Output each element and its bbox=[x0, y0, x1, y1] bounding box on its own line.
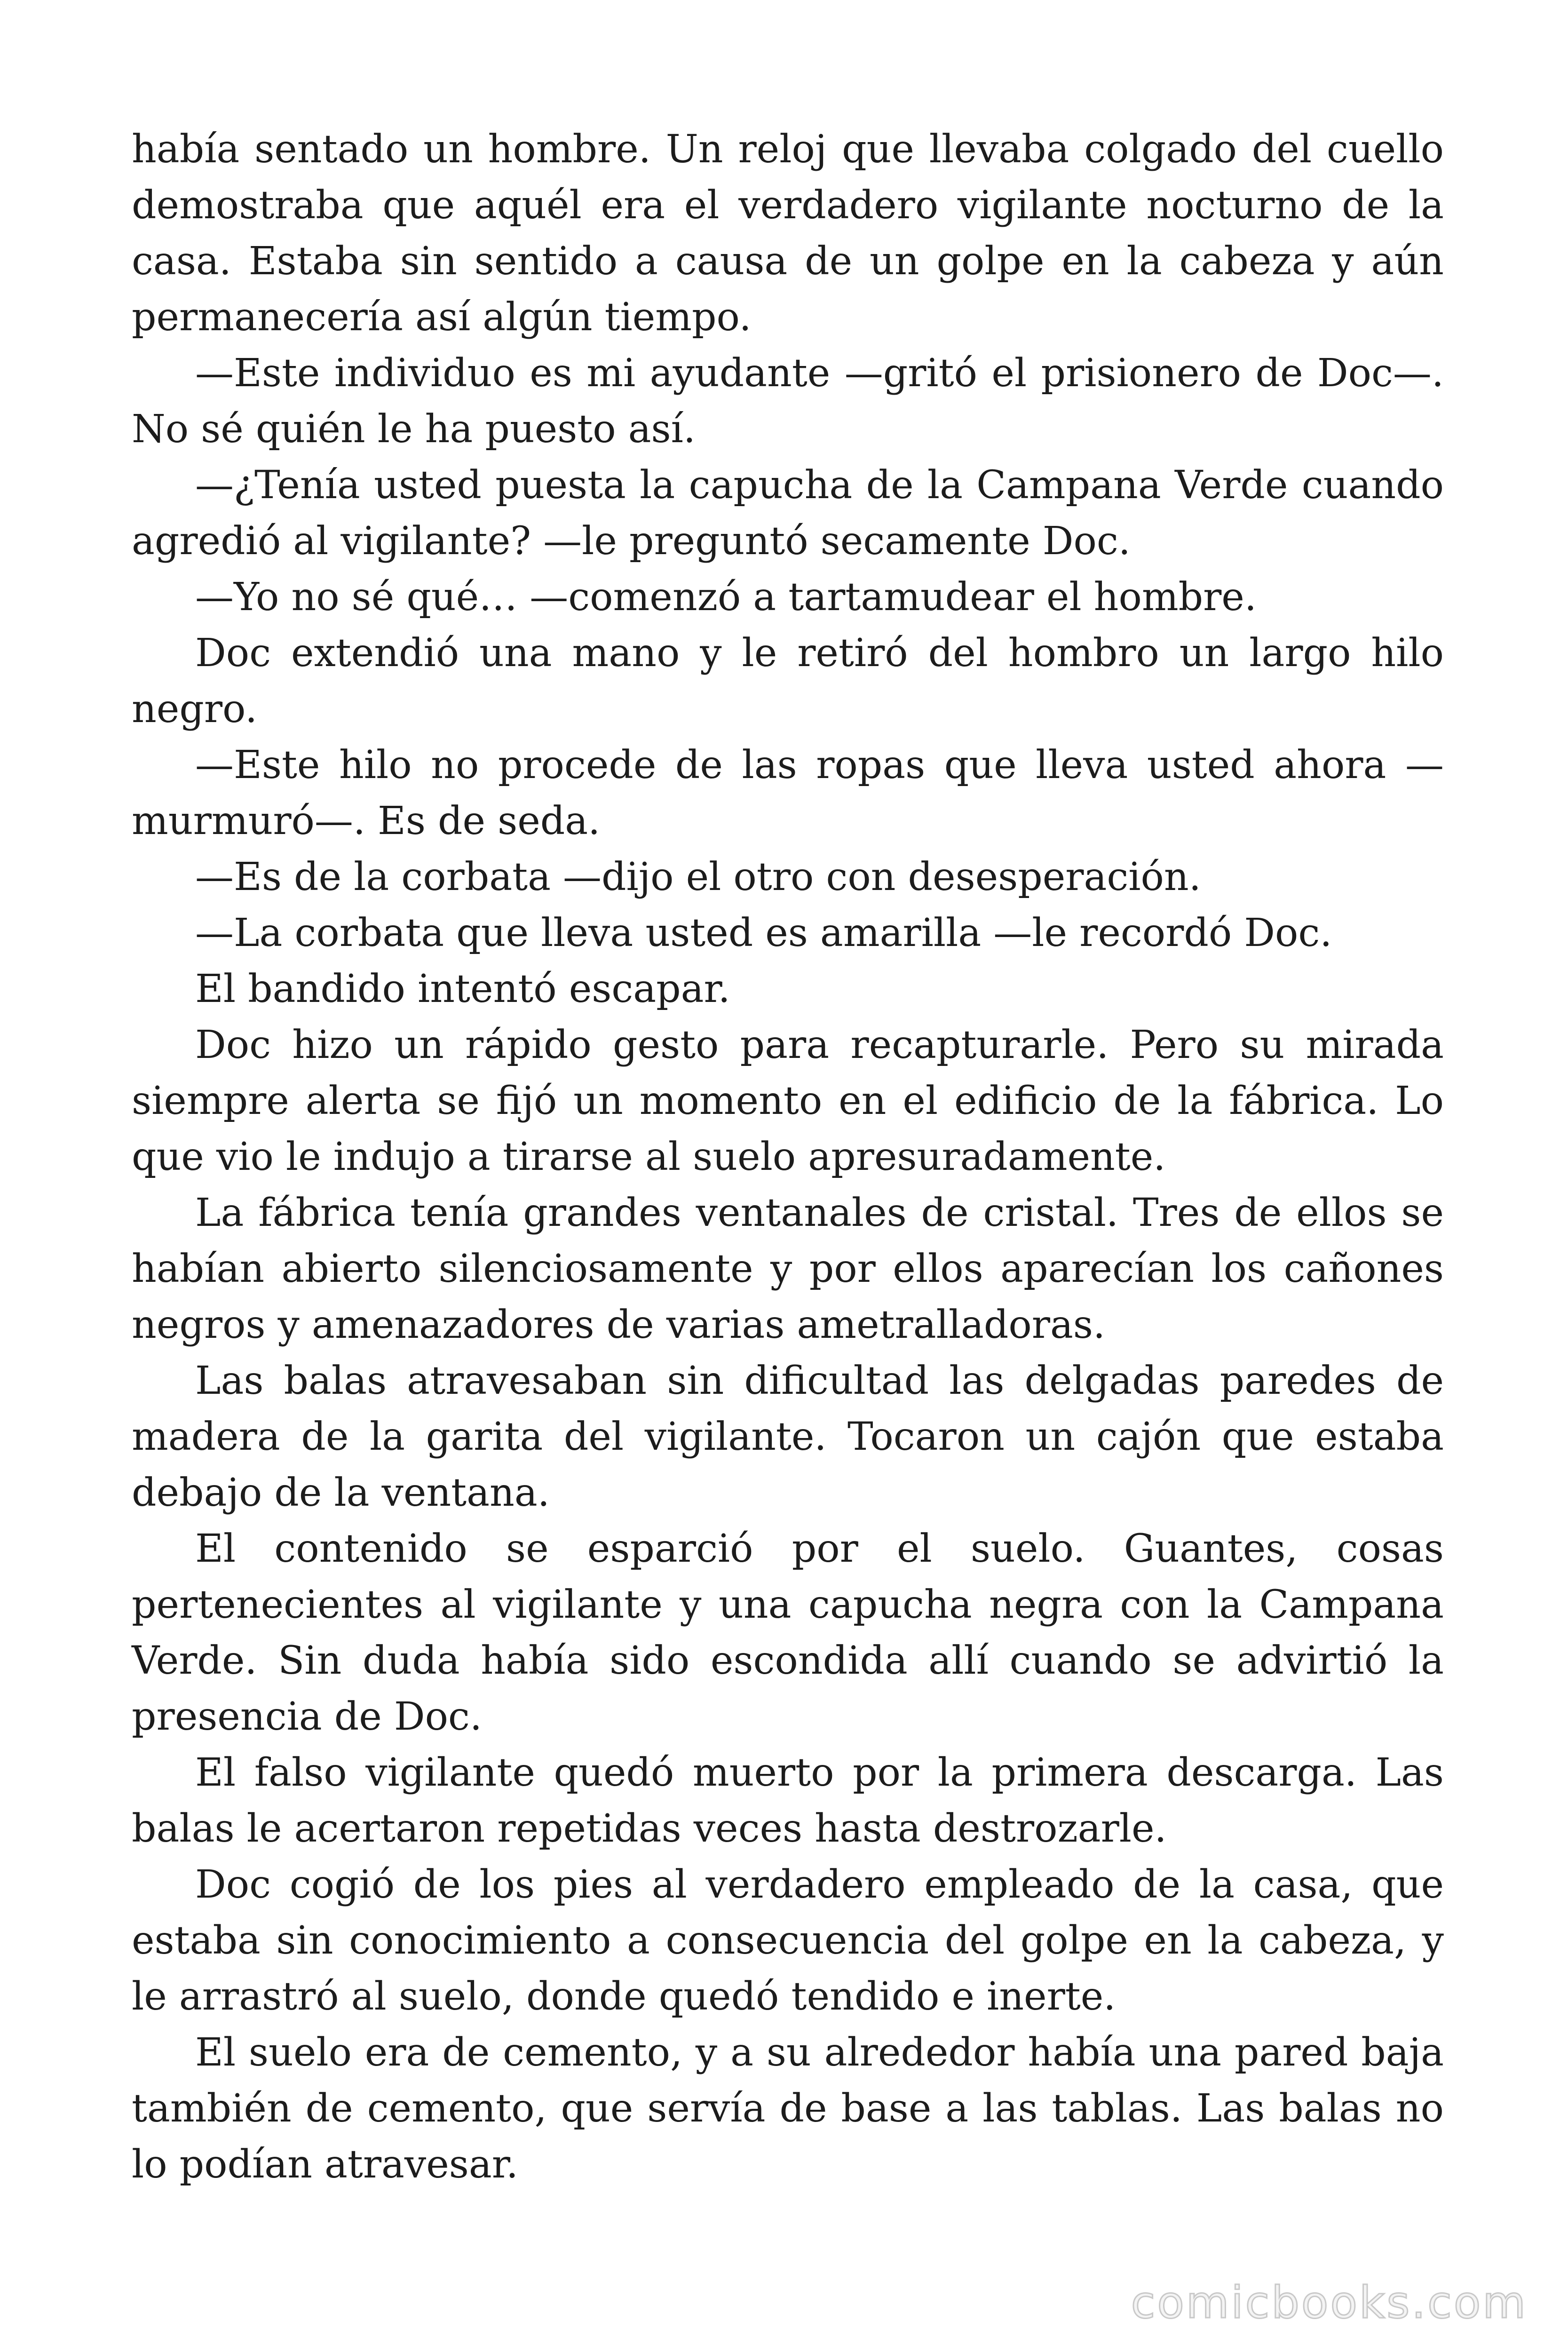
paragraph-4: —Yo no sé qué… —comenzó a tartamudear el hombre. bbox=[195, 575, 1257, 620]
paragraph-2: —Este individuo es mi ayudante —gritó el prisionero de Doc—. No sé quién le ha puesto así. bbox=[132, 351, 1444, 452]
paragraph-7: —Es de la corbata —dijo el otro con desesperación. bbox=[195, 855, 1201, 899]
paragraph-9: El bandido intentó escapar. bbox=[195, 967, 730, 1011]
paragraph-14: El falso vigilante quedó muerto por la primera descarga. Las balas le acertaron repetidas veces hasta destrozarle. bbox=[132, 1750, 1444, 1851]
paragraph-6: —Este hilo no procede de las ropas que lleva usted ahora — murmuró—. Es de seda. bbox=[132, 743, 1444, 843]
paragraph-10: Doc hizo un rápido gesto para recapturarle. Pero su mirada siempre alerta se fijó un momento en el edificio de la fábrica. Lo que vio le indujo a tirarse al suelo apresuradamente. bbox=[132, 1023, 1444, 1179]
paragraph-1: había sentado un hombre. Un reloj que llevaba colgado del cuello demostraba que aquél era el verdadero vigilante nocturno de la casa. Estaba sin sentido a causa de un golpe en la cabeza y aún permanecería así algún tiempo. bbox=[132, 127, 1444, 340]
paragraph-16: El suelo era de cemento, y a su alrededor había una pared baja también de cemento, que servía de base a las tablas. Las balas no lo podían atravesar. bbox=[132, 2030, 1444, 2187]
paragraph-11: La fábrica tenía grandes ventanales de cristal. Tres de ellos se habían abierto silenciosamente y por ellos aparecían los cañones negros y amenazadores de varias ametralladoras. bbox=[132, 1191, 1444, 1347]
paragraph-12: Las balas atravesaban sin dificultad las delgadas paredes de madera de la garita del vigilante. Tocaron un cajón que estaba debajo de la ventana. bbox=[132, 1359, 1444, 1515]
watermark: comicbooks.com bbox=[1131, 2277, 1528, 2328]
paragraph-13: El contenido se esparció por el suelo. Guantes, cosas pertenecientes al vigilante y una capucha negra con la Campana Verde. Sin duda había sido escondida allí cuando se advirtió la presencia de Doc. bbox=[132, 1526, 1444, 1739]
paragraph-5: Doc extendió una mano y le retiró del hombro un largo hilo negro. bbox=[132, 631, 1444, 731]
paragraph-8: —La corbata que lleva usted es amarilla —le recordó Doc. bbox=[195, 911, 1332, 955]
paragraph-15: Doc cogió de los pies al verdadero empleado de la casa, que estaba sin conocimiento a consecuencia del golpe en la cabeza, y le arrastró al suelo, donde quedó tendido e inerte. bbox=[132, 1862, 1444, 2019]
book-page-text bbox=[132, 121, 1444, 2193]
paragraph-3: —¿Tenía usted puesta la capucha de la Campana Verde cuando agredió al vigilante? —le preguntó secamente Doc. bbox=[132, 463, 1444, 564]
